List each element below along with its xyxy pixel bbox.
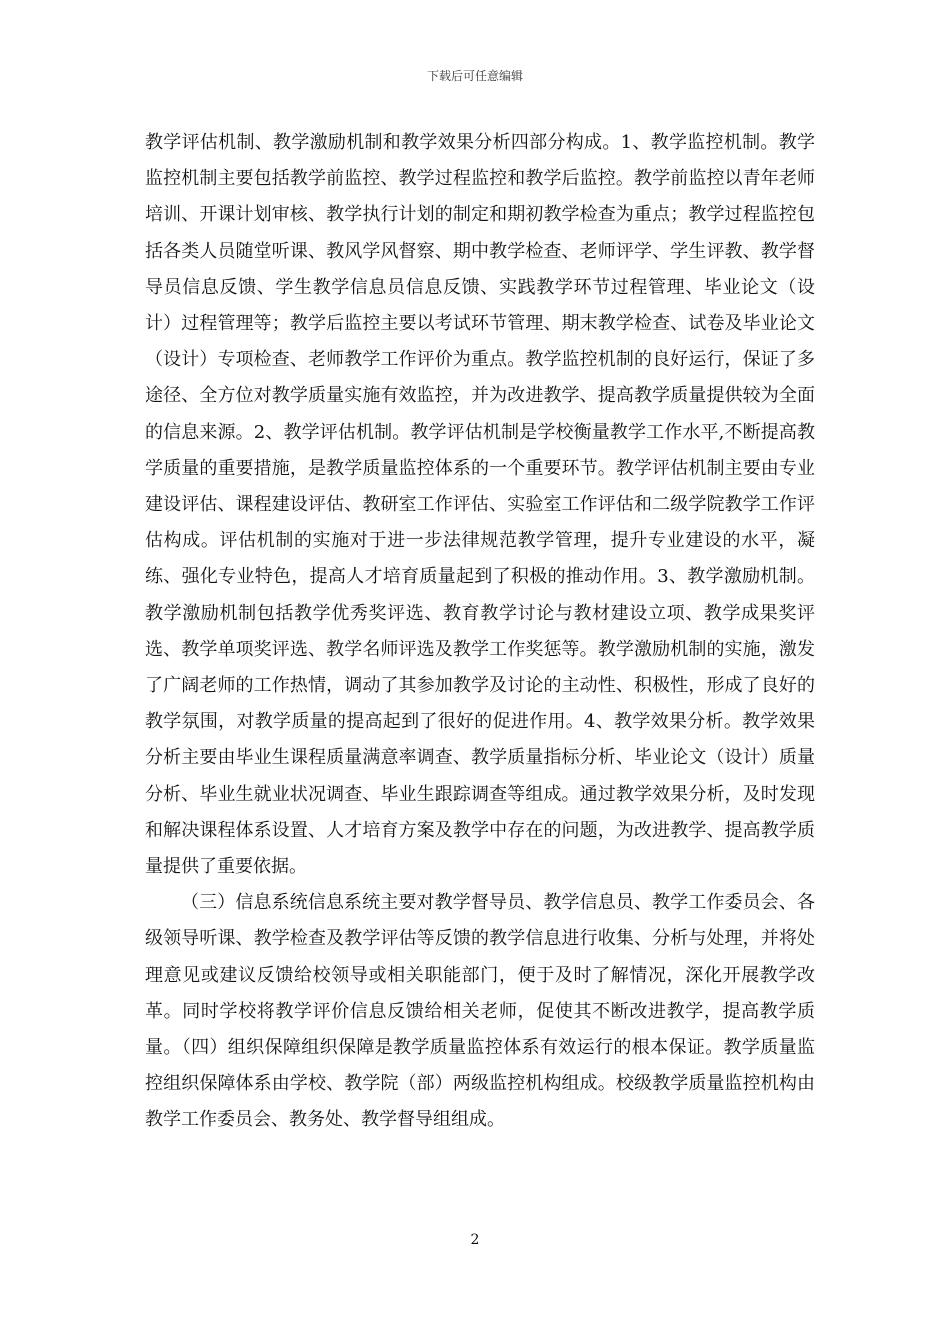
paragraph-information-system: （三）信息系统信息系统主要对教学督导员、教学信息员、教学工作委员会、各级领导听课、教学检查及教学评估等反馈的教学信息进行收集、分析与处理，并将处理意见或建议反馈给校领导或相关职能部门，便于及时了解情况，深化开展教学改革。同时学校将教学评价信息反馈给相关老师，促使其不断改进教学，提高教学质量。（四）组织保障组织保障是教学质量监控体系有效运行的根本保证。教学质量监控组织保障体系由学校、教学院（部）两级监控机构组成。校级教学质量监控机构由教学工作委员会、教务处、教学督导组组成。 (145, 892, 815, 1131)
document-body (145, 125, 815, 1139)
paragraph-teaching-mechanisms: 教学评估机制、教学激励机制和教学效果分析四部分构成。1、教学监控机制。教学监控机制主要包括教学前监控、教学过程监控和教学后监控。教学前监控以青年老师培训、开课计划审核、教学执行计划的制定和期初教学检查为重点；教学过程监控包括各类人员随堂听课、教风学风督察、期中教学检查、老师评学、学生评教、教学督导员信息反馈、学生教学信息员信息反馈、实践教学环节过程管理、毕业论文（设计）过程管理等；教学后监控主要以考试环节管理、期末教学检查、试卷及毕业论文（设计）专项检查、老师教学工作评价为重点。教学监控机制的良好运行，保证了多途径、全方位对教学质量实施有效监控，并为改进教学、提高教学质量提供较为全面的信息来源。2、教学评估机制。教学评估机制是学校衡量教学工作水平,不断提高教学质量的重要措施，是教学质量监控体系的一个重要环节。教学评估机制主要由专业建设评估、课程建设评估、教研室工作评估、实验室工作评估和二级学院教学工作评估构成。评估机制的实施对于进一步法律规范教学管理，提升专业建设的水平，凝练、强化专业特色，提高人才培育质量起到了积极的推动作用。3、教学激励机制。教学激励机制包括教学优秀奖评选、教育教学讨论与教材建设立项、教学成果奖评选、教学单项奖评选、教学名师评选及教学工作奖惩等。教学激励机制的实施，激发了广阔老师的工作热情，调动了其参加教学及讨论的主动性、积极性，形成了良好的教学氛围，对教学质量的提高起到了很好的促进作用。4、教学效果分析。教学效果分析主要由毕业生课程质量满意率调查、教学质量指标分析、毕业论文（设计）质量分析、毕业生就业状况调查、毕业生跟踪调查等组成。通过教学效果分析，及时发现和解决课程体系设置、人才培育方案及教学中存在的问题，为改进教学、提高教学质量提供了重要依据。 (145, 132, 815, 878)
page-header: 下载后可任意编辑 (426, 69, 523, 83)
page-number: 2 (470, 1232, 480, 1248)
